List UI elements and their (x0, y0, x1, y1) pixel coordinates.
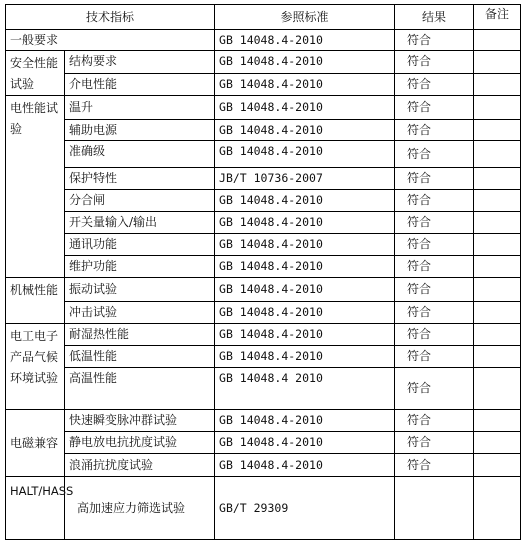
item-label: 结构要求 (65, 51, 215, 74)
note-cell (474, 477, 521, 540)
result-cell: 符合 (395, 346, 474, 368)
note-cell (474, 168, 521, 190)
item-label: 静电放电抗扰度试验 (65, 432, 215, 454)
standard-cell: GB 14048.4-2010 (215, 120, 395, 141)
general-label: 一般要求 (6, 30, 215, 51)
note-cell (474, 51, 521, 74)
note-cell (474, 30, 521, 51)
standard-cell: GB 14048.4-2010 (215, 190, 395, 212)
standard-cell: GB 14048.4-2010 (215, 302, 395, 324)
item-label: 通讯功能 (65, 234, 215, 256)
result-cell: 符合 (395, 278, 474, 302)
result-cell: 符合 (395, 454, 474, 477)
note-cell (474, 141, 521, 168)
standard-cell: GB 14048.4-2010 (215, 278, 395, 302)
table-row (6, 324, 521, 346)
spec-table-container (5, 4, 520, 540)
result-cell: 符合 (395, 30, 474, 51)
note-cell (474, 432, 521, 454)
note-cell (474, 120, 521, 141)
note-cell (474, 234, 521, 256)
item-label: 辅助电源 (65, 120, 215, 141)
table-row (6, 410, 521, 432)
table-row (6, 256, 521, 278)
standard-cell: GB 14048.4-2010 (215, 324, 395, 346)
table-row (6, 30, 521, 51)
note-cell (474, 73, 521, 96)
result-cell: 符合 (395, 410, 474, 432)
standard-cell: GB 14048.4-2010 (215, 30, 395, 51)
result-cell (395, 477, 474, 540)
result-cell: 符合 (395, 302, 474, 324)
table-row (6, 141, 521, 168)
standard-cell: GB 14048.4-2010 (215, 346, 395, 368)
table-row (6, 190, 521, 212)
note-cell (474, 96, 521, 120)
result-cell: 符合 (395, 190, 474, 212)
result-cell: 符合 (395, 141, 474, 168)
category-mechanical: 机械性能 (6, 278, 65, 324)
table-row (6, 120, 521, 141)
category-emc: 电磁兼容 (6, 410, 65, 477)
standard-cell: JB/T 10736-2007 (215, 168, 395, 190)
note-cell (474, 324, 521, 346)
note-cell (474, 302, 521, 324)
standard-cell: GB 14048.4-2010 (215, 96, 395, 120)
header-result: 结果 (395, 5, 474, 30)
result-cell: 符合 (395, 168, 474, 190)
table-row (6, 477, 521, 540)
category-environment: 电工电子产品气候环境试验 (6, 324, 65, 410)
note-cell (474, 410, 521, 432)
item-label: 高温性能 (65, 368, 215, 410)
table-row (6, 212, 521, 234)
item-label: 维护功能 (65, 256, 215, 278)
standard-cell: GB 14048.4-2010 (215, 51, 395, 74)
result-cell: 符合 (395, 432, 474, 454)
table-row (6, 278, 521, 302)
item-label: 冲击试验 (65, 302, 215, 324)
item-label: 分合闸 (65, 190, 215, 212)
item-label: 快速瞬变脉冲群试验 (65, 410, 215, 432)
note-cell (474, 346, 521, 368)
item-label: 低温性能 (65, 346, 215, 368)
item-label: 浪涌抗扰度试验 (65, 454, 215, 477)
result-cell: 符合 (395, 256, 474, 278)
result-cell: 符合 (395, 234, 474, 256)
result-cell: 符合 (395, 73, 474, 96)
result-cell: 符合 (395, 324, 474, 346)
table-row (6, 454, 521, 477)
spec-table (5, 4, 521, 540)
table-row (6, 432, 521, 454)
note-cell (474, 278, 521, 302)
standard-cell: GB 14048.4-2010 (215, 410, 395, 432)
table-row (6, 96, 521, 120)
item-label: 准确级 (65, 141, 215, 168)
item-label: 耐湿热性能 (65, 324, 215, 346)
standard-cell: GB 14048.4-2010 (215, 432, 395, 454)
table-row (6, 234, 521, 256)
result-cell: 符合 (395, 96, 474, 120)
item-label: 介电性能 (65, 73, 215, 96)
table-row (6, 168, 521, 190)
note-cell (474, 256, 521, 278)
table-row (6, 346, 521, 368)
standard-cell: GB 14048.4-2010 (215, 454, 395, 477)
item-label: 振动试验 (65, 278, 215, 302)
header-row (6, 5, 521, 30)
result-cell: 符合 (395, 368, 474, 410)
item-label: 温升 (65, 96, 215, 120)
table-row (6, 51, 521, 74)
standard-cell: GB 14048.4-2010 (215, 73, 395, 96)
item-label: 保护特性 (65, 168, 215, 190)
header-standard: 参照标准 (215, 5, 395, 30)
note-cell (474, 212, 521, 234)
standard-cell: GB 14048.4 2010 (215, 368, 395, 410)
standard-cell: GB 14048.4-2010 (215, 256, 395, 278)
result-cell: 符合 (395, 212, 474, 234)
table-row (6, 73, 521, 96)
category-halt: HALT/HASS (6, 477, 65, 540)
category-safety: 安全性能试验 (6, 51, 65, 96)
standard-cell: GB 14048.4-2010 (215, 212, 395, 234)
category-electrical: 电性能试验 (6, 96, 65, 278)
standard-cell: GB 14048.4-2010 (215, 234, 395, 256)
note-cell (474, 368, 521, 410)
item-label: 开关量输入/输出 (65, 212, 215, 234)
item-label: 高加速应力筛选试验 (65, 477, 215, 540)
table-row (6, 368, 521, 410)
header-indicator: 技术指标 (6, 5, 215, 30)
result-cell: 符合 (395, 51, 474, 74)
standard-cell: GB 14048.4-2010 (215, 141, 395, 168)
table-row (6, 302, 521, 324)
standard-cell: GB/T 29309 (215, 477, 395, 540)
note-cell (474, 454, 521, 477)
header-note: 备注 (474, 5, 521, 30)
note-cell (474, 190, 521, 212)
result-cell: 符合 (395, 120, 474, 141)
